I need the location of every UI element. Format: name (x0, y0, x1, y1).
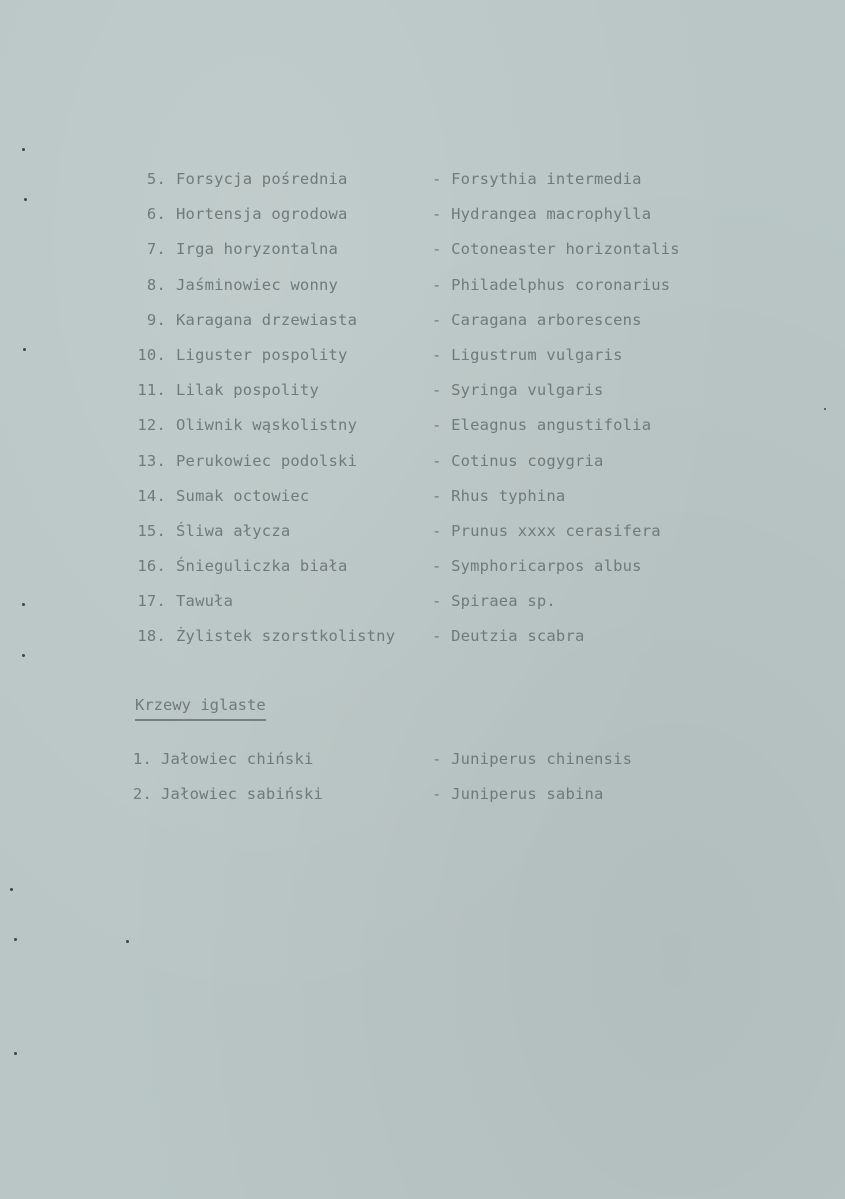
list-item (0, 340, 845, 375)
latin-name: - Spiraea sp. (432, 592, 556, 611)
latin-name: - Cotoneaster horizontalis (432, 240, 680, 259)
paper-speck (10, 888, 13, 891)
list-item (0, 375, 845, 410)
latin-name: - Cotinus cogygria (432, 451, 604, 470)
latin-name: - Rhus typhina (432, 486, 566, 505)
list-item (0, 446, 845, 481)
latin-name: - Deutzia scabra (432, 627, 585, 646)
shrub-list (0, 164, 845, 657)
paper-speck (22, 148, 25, 151)
list-item (0, 586, 845, 621)
item-number: 12. (137, 416, 166, 435)
list-item (0, 621, 845, 656)
item-number: 2. (132, 785, 152, 804)
latin-name: - Hydrangea macrophylla (432, 205, 652, 224)
list-item (0, 305, 845, 340)
item-number: 5. (146, 170, 166, 188)
paper-speck (23, 348, 26, 351)
list-item (0, 234, 845, 269)
list-item (0, 481, 845, 516)
list-item (0, 779, 845, 814)
latin-name: - Juniperus chinensis (432, 750, 633, 768)
latin-name: - Ligustrum vulgaris (432, 345, 623, 364)
polish-name: Perukowiec podolski (176, 451, 358, 470)
item-number: 15. (137, 521, 166, 540)
item-number: 17. (137, 592, 166, 611)
paper-speck (22, 603, 25, 606)
polish-name: Karagana drzewiasta (176, 310, 358, 329)
polish-name: Oliwnik wąskolistny (176, 416, 358, 435)
polish-name: Sumak octowiec (176, 486, 310, 505)
item-number: 7. (146, 240, 166, 259)
paper-speck (14, 1052, 17, 1055)
item-number: 11. (137, 381, 166, 400)
latin-name: - Forsythia intermedia (432, 170, 642, 188)
item-number: 6. (146, 205, 166, 224)
item-number: 1. (132, 750, 152, 768)
latin-name: - Philadelphus coronarius (432, 275, 671, 294)
polish-name: Irga horyzontalna (176, 240, 339, 259)
polish-name: Lilak pospolity (176, 381, 319, 400)
polish-name: Liguster pospolity (176, 345, 348, 364)
polish-name: Śnieguliczka biała (176, 557, 348, 576)
polish-name: Jałowiec sabiński (161, 785, 324, 804)
item-number: 9. (146, 310, 166, 329)
item-number: 14. (137, 486, 166, 505)
item-number: 18. (137, 627, 166, 646)
list-item (0, 744, 845, 779)
paper-speck (22, 654, 25, 657)
list-item (0, 410, 845, 445)
polish-name: Żylistek szorstkolistny (176, 627, 396, 646)
paper-speck (126, 940, 129, 943)
latin-name: - Syringa vulgaris (432, 381, 604, 400)
list-item (0, 516, 845, 551)
polish-name: Hortensja ogrodowa (176, 205, 348, 224)
item-number: 16. (137, 557, 166, 576)
polish-name: Śliwa ałycza (176, 521, 291, 540)
item-number: 10. (137, 345, 166, 364)
list-item (0, 551, 845, 586)
item-number: 13. (137, 451, 166, 470)
polish-name: Jałowiec chiński (161, 750, 314, 768)
list-item (0, 199, 845, 234)
list-item (0, 164, 845, 199)
polish-name: Forsycja pośrednia (176, 170, 348, 188)
latin-name: - Symphoricarpos albus (432, 557, 642, 576)
conifer-list (0, 744, 845, 814)
item-number: 8. (146, 275, 166, 294)
polish-name: Tawuła (176, 592, 234, 611)
paper-speck (824, 408, 826, 410)
paper-speck (24, 198, 27, 201)
latin-name: - Juniperus sabina (432, 785, 604, 804)
list-item (0, 270, 845, 305)
section-heading: Krzewy iglaste (135, 693, 266, 721)
latin-name: - Prunus xxxx cerasifera (432, 521, 661, 540)
latin-name: - Caragana arborescens (432, 310, 642, 329)
polish-name: Jaśminowiec wonny (176, 275, 339, 294)
latin-name: - Eleagnus angustifolia (432, 416, 652, 435)
paper-speck (14, 938, 17, 941)
